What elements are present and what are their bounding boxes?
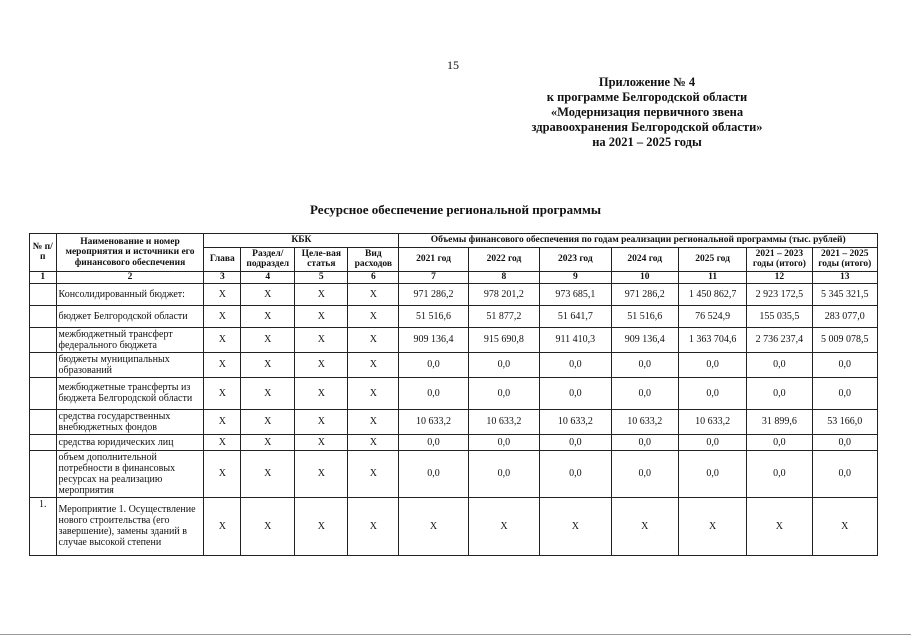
cell-num [30, 409, 57, 434]
cell-total-2021-2025: X [812, 497, 877, 555]
cell-vid: X [348, 497, 399, 555]
table-row [30, 305, 878, 327]
table-row [30, 409, 878, 434]
cell-name: межбюджетный трансферт федерального бюджета [56, 327, 204, 352]
column-index: 1 [30, 271, 57, 283]
table-row [30, 450, 878, 497]
cell-razdel: X [241, 327, 295, 352]
cell-2022: 10 633,2 [468, 409, 539, 434]
cell-vid: X [348, 327, 399, 352]
cell-2021: 0,0 [399, 434, 468, 450]
cell-2022: 978 201,2 [468, 283, 539, 305]
cell-total-2021-2023: 31 899,6 [747, 409, 812, 434]
cell-total-2021-2023: 0,0 [747, 352, 812, 377]
cell-celevaya: X [295, 409, 348, 434]
cell-razdel: X [241, 409, 295, 434]
column-index: 13 [812, 271, 877, 283]
cell-2024: 0,0 [611, 352, 678, 377]
cell-glava: X [204, 377, 241, 409]
cell-2025: 1 363 704,6 [678, 327, 746, 352]
cell-2023: 0,0 [540, 434, 611, 450]
cell-celevaya: X [295, 497, 348, 555]
cell-total-2021-2023: 0,0 [747, 377, 812, 409]
cell-2025: 1 450 862,7 [678, 283, 746, 305]
appendix-line: «Модернизация первичного звена [550, 105, 744, 119]
cell-glava: X [204, 327, 241, 352]
cell-vid: X [348, 377, 399, 409]
cell-total-2021-2023: 2 923 172,5 [747, 283, 812, 305]
cell-2021: 971 286,2 [399, 283, 468, 305]
col-header-2023: 2023 год [540, 247, 611, 271]
cell-total-2021-2025: 283 077,0 [812, 305, 877, 327]
cell-vid: X [348, 450, 399, 497]
cell-2024: 909 136,4 [611, 327, 678, 352]
cell-2022: 915 690,8 [468, 327, 539, 352]
cell-2025: 0,0 [678, 352, 746, 377]
cell-2022: 51 877,2 [468, 305, 539, 327]
appendix-line: Приложение № 4 [598, 75, 696, 89]
cell-glava: X [204, 450, 241, 497]
cell-2024: X [611, 497, 678, 555]
table-body [30, 283, 878, 555]
cell-name: бюджеты муниципальных образований [56, 352, 204, 377]
cell-2024: 0,0 [611, 377, 678, 409]
cell-name: Мероприятие 1. Осуществление нового строительства (его завершение), замены зданий в случае высокой степени [56, 497, 204, 555]
column-index-row [30, 271, 878, 283]
cell-total-2021-2025: 5 345 321,5 [812, 283, 877, 305]
cell-celevaya: X [295, 305, 348, 327]
column-index: 6 [348, 271, 399, 283]
col-header-name: Наименование и номер мероприятия и источники его финансового обеспечения [56, 234, 204, 272]
cell-total-2021-2025: 53 166,0 [812, 409, 877, 434]
cell-2024: 0,0 [611, 450, 678, 497]
cell-2021: 0,0 [399, 352, 468, 377]
cell-razdel: X [241, 283, 295, 305]
col-header-2022: 2022 год [468, 247, 539, 271]
cell-total-2021-2023: 0,0 [747, 450, 812, 497]
table-row [30, 327, 878, 352]
cell-2021: 10 633,2 [399, 409, 468, 434]
cell-2022: 0,0 [468, 352, 539, 377]
cell-2022: 0,0 [468, 377, 539, 409]
col-header-vid: Вид расходов [348, 247, 399, 271]
cell-2025: 0,0 [678, 434, 746, 450]
cell-name: средства юридических лиц [56, 434, 204, 450]
cell-2025: 0,0 [678, 450, 746, 497]
page-number: 15 [447, 58, 459, 72]
cell-2021: 0,0 [399, 377, 468, 409]
cell-glava: X [204, 409, 241, 434]
column-index: 8 [468, 271, 539, 283]
column-index: 12 [747, 271, 812, 283]
cell-celevaya: X [295, 377, 348, 409]
page-edge-line [0, 634, 911, 635]
cell-2024: 0,0 [611, 434, 678, 450]
cell-celevaya: X [295, 352, 348, 377]
column-index: 9 [540, 271, 611, 283]
cell-vid: X [348, 409, 399, 434]
cell-total-2021-2025: 0,0 [812, 450, 877, 497]
cell-total-2021-2025: 0,0 [812, 352, 877, 377]
cell-2022: X [468, 497, 539, 555]
cell-glava: X [204, 305, 241, 327]
cell-2023: 973 685,1 [540, 283, 611, 305]
cell-vid: X [348, 283, 399, 305]
cell-name: бюджет Белгородской области [56, 305, 204, 327]
cell-2023: 0,0 [540, 352, 611, 377]
cell-2023: 10 633,2 [540, 409, 611, 434]
appendix-header [517, 75, 777, 150]
cell-2023: 51 641,7 [540, 305, 611, 327]
cell-2022: 0,0 [468, 450, 539, 497]
col-header-2025: 2025 год [678, 247, 746, 271]
cell-glava: X [204, 352, 241, 377]
cell-num: 1. [30, 497, 57, 555]
cell-razdel: X [241, 377, 295, 409]
col-header-total-2021-2025: 2021 – 2025 годы (итого) [812, 247, 877, 271]
cell-name: межбюджетные трансферты из бюджета Белгородской области [56, 377, 204, 409]
cell-glava: X [204, 434, 241, 450]
cell-num [30, 352, 57, 377]
cell-2025: 76 524,9 [678, 305, 746, 327]
cell-num [30, 377, 57, 409]
cell-2025: 10 633,2 [678, 409, 746, 434]
cell-vid: X [348, 305, 399, 327]
cell-name: объем дополнительной потребности в финансовых ресурсах на реализацию мероприятия [56, 450, 204, 497]
column-index: 2 [56, 271, 204, 283]
cell-vid: X [348, 434, 399, 450]
col-header-kbk: КБК [204, 234, 399, 248]
cell-2025: 0,0 [678, 377, 746, 409]
table-row [30, 497, 878, 555]
cell-2021: X [399, 497, 468, 555]
column-index: 11 [678, 271, 746, 283]
cell-vid: X [348, 352, 399, 377]
col-header-glava: Глава [204, 247, 241, 271]
cell-glava: X [204, 497, 241, 555]
cell-2024: 10 633,2 [611, 409, 678, 434]
cell-celevaya: X [295, 450, 348, 497]
table-row [30, 377, 878, 409]
column-index: 10 [611, 271, 678, 283]
table-row [30, 434, 878, 450]
col-header-volumes: Объемы финансового обеспечения по годам реализации региональной программы (тыс. рублей) [399, 234, 878, 248]
cell-total-2021-2025: 0,0 [812, 377, 877, 409]
col-header-celevaya: Целе-вая статья [295, 247, 348, 271]
cell-razdel: X [241, 434, 295, 450]
cell-2021: 0,0 [399, 450, 468, 497]
header-row [30, 234, 878, 248]
cell-2022: 0,0 [468, 434, 539, 450]
cell-2023: 0,0 [540, 450, 611, 497]
table-row [30, 283, 878, 305]
cell-num [30, 450, 57, 497]
col-header-num: № п/п [30, 234, 57, 272]
cell-2021: 909 136,4 [399, 327, 468, 352]
cell-2024: 971 286,2 [611, 283, 678, 305]
cell-celevaya: X [295, 327, 348, 352]
column-index: 4 [241, 271, 295, 283]
appendix-line: на 2021 – 2025 годы [592, 135, 702, 149]
col-header-2021: 2021 год [399, 247, 468, 271]
cell-razdel: X [241, 352, 295, 377]
cell-glava: X [204, 283, 241, 305]
cell-razdel: X [241, 497, 295, 555]
column-index: 3 [204, 271, 241, 283]
cell-razdel: X [241, 305, 295, 327]
cell-celevaya: X [295, 283, 348, 305]
cell-num [30, 327, 57, 352]
cell-name: средства государственных внебюджетных фондов [56, 409, 204, 434]
cell-total-2021-2023: 0,0 [747, 434, 812, 450]
cell-num [30, 434, 57, 450]
table-row [30, 352, 878, 377]
column-index: 7 [399, 271, 468, 283]
cell-total-2021-2023: 155 035,5 [747, 305, 812, 327]
column-index: 5 [295, 271, 348, 283]
cell-total-2021-2023: 2 736 237,4 [747, 327, 812, 352]
cell-2023: X [540, 497, 611, 555]
cell-2021: 51 516,6 [399, 305, 468, 327]
cell-num [30, 283, 57, 305]
resource-table [29, 233, 878, 556]
cell-total-2021-2025: 0,0 [812, 434, 877, 450]
cell-2023: 0,0 [540, 377, 611, 409]
cell-name: Консолидированный бюджет: [56, 283, 204, 305]
cell-total-2021-2023: X [747, 497, 812, 555]
cell-razdel: X [241, 450, 295, 497]
col-header-total-2021-2023: 2021 – 2023 годы (итого) [747, 247, 812, 271]
col-header-2024: 2024 год [611, 247, 678, 271]
appendix-line: к программе Белгородской области [546, 90, 748, 104]
cell-total-2021-2025: 5 009 078,5 [812, 327, 877, 352]
col-header-razdel: Раздел/ подраздел [241, 247, 295, 271]
document-title: Ресурсное обеспечение региональной программы [310, 202, 601, 217]
cell-celevaya: X [295, 434, 348, 450]
cell-2025: X [678, 497, 746, 555]
cell-2023: 911 410,3 [540, 327, 611, 352]
appendix-line: здравоохранения Белгородской области» [531, 120, 763, 134]
cell-2024: 51 516,6 [611, 305, 678, 327]
cell-num [30, 305, 57, 327]
